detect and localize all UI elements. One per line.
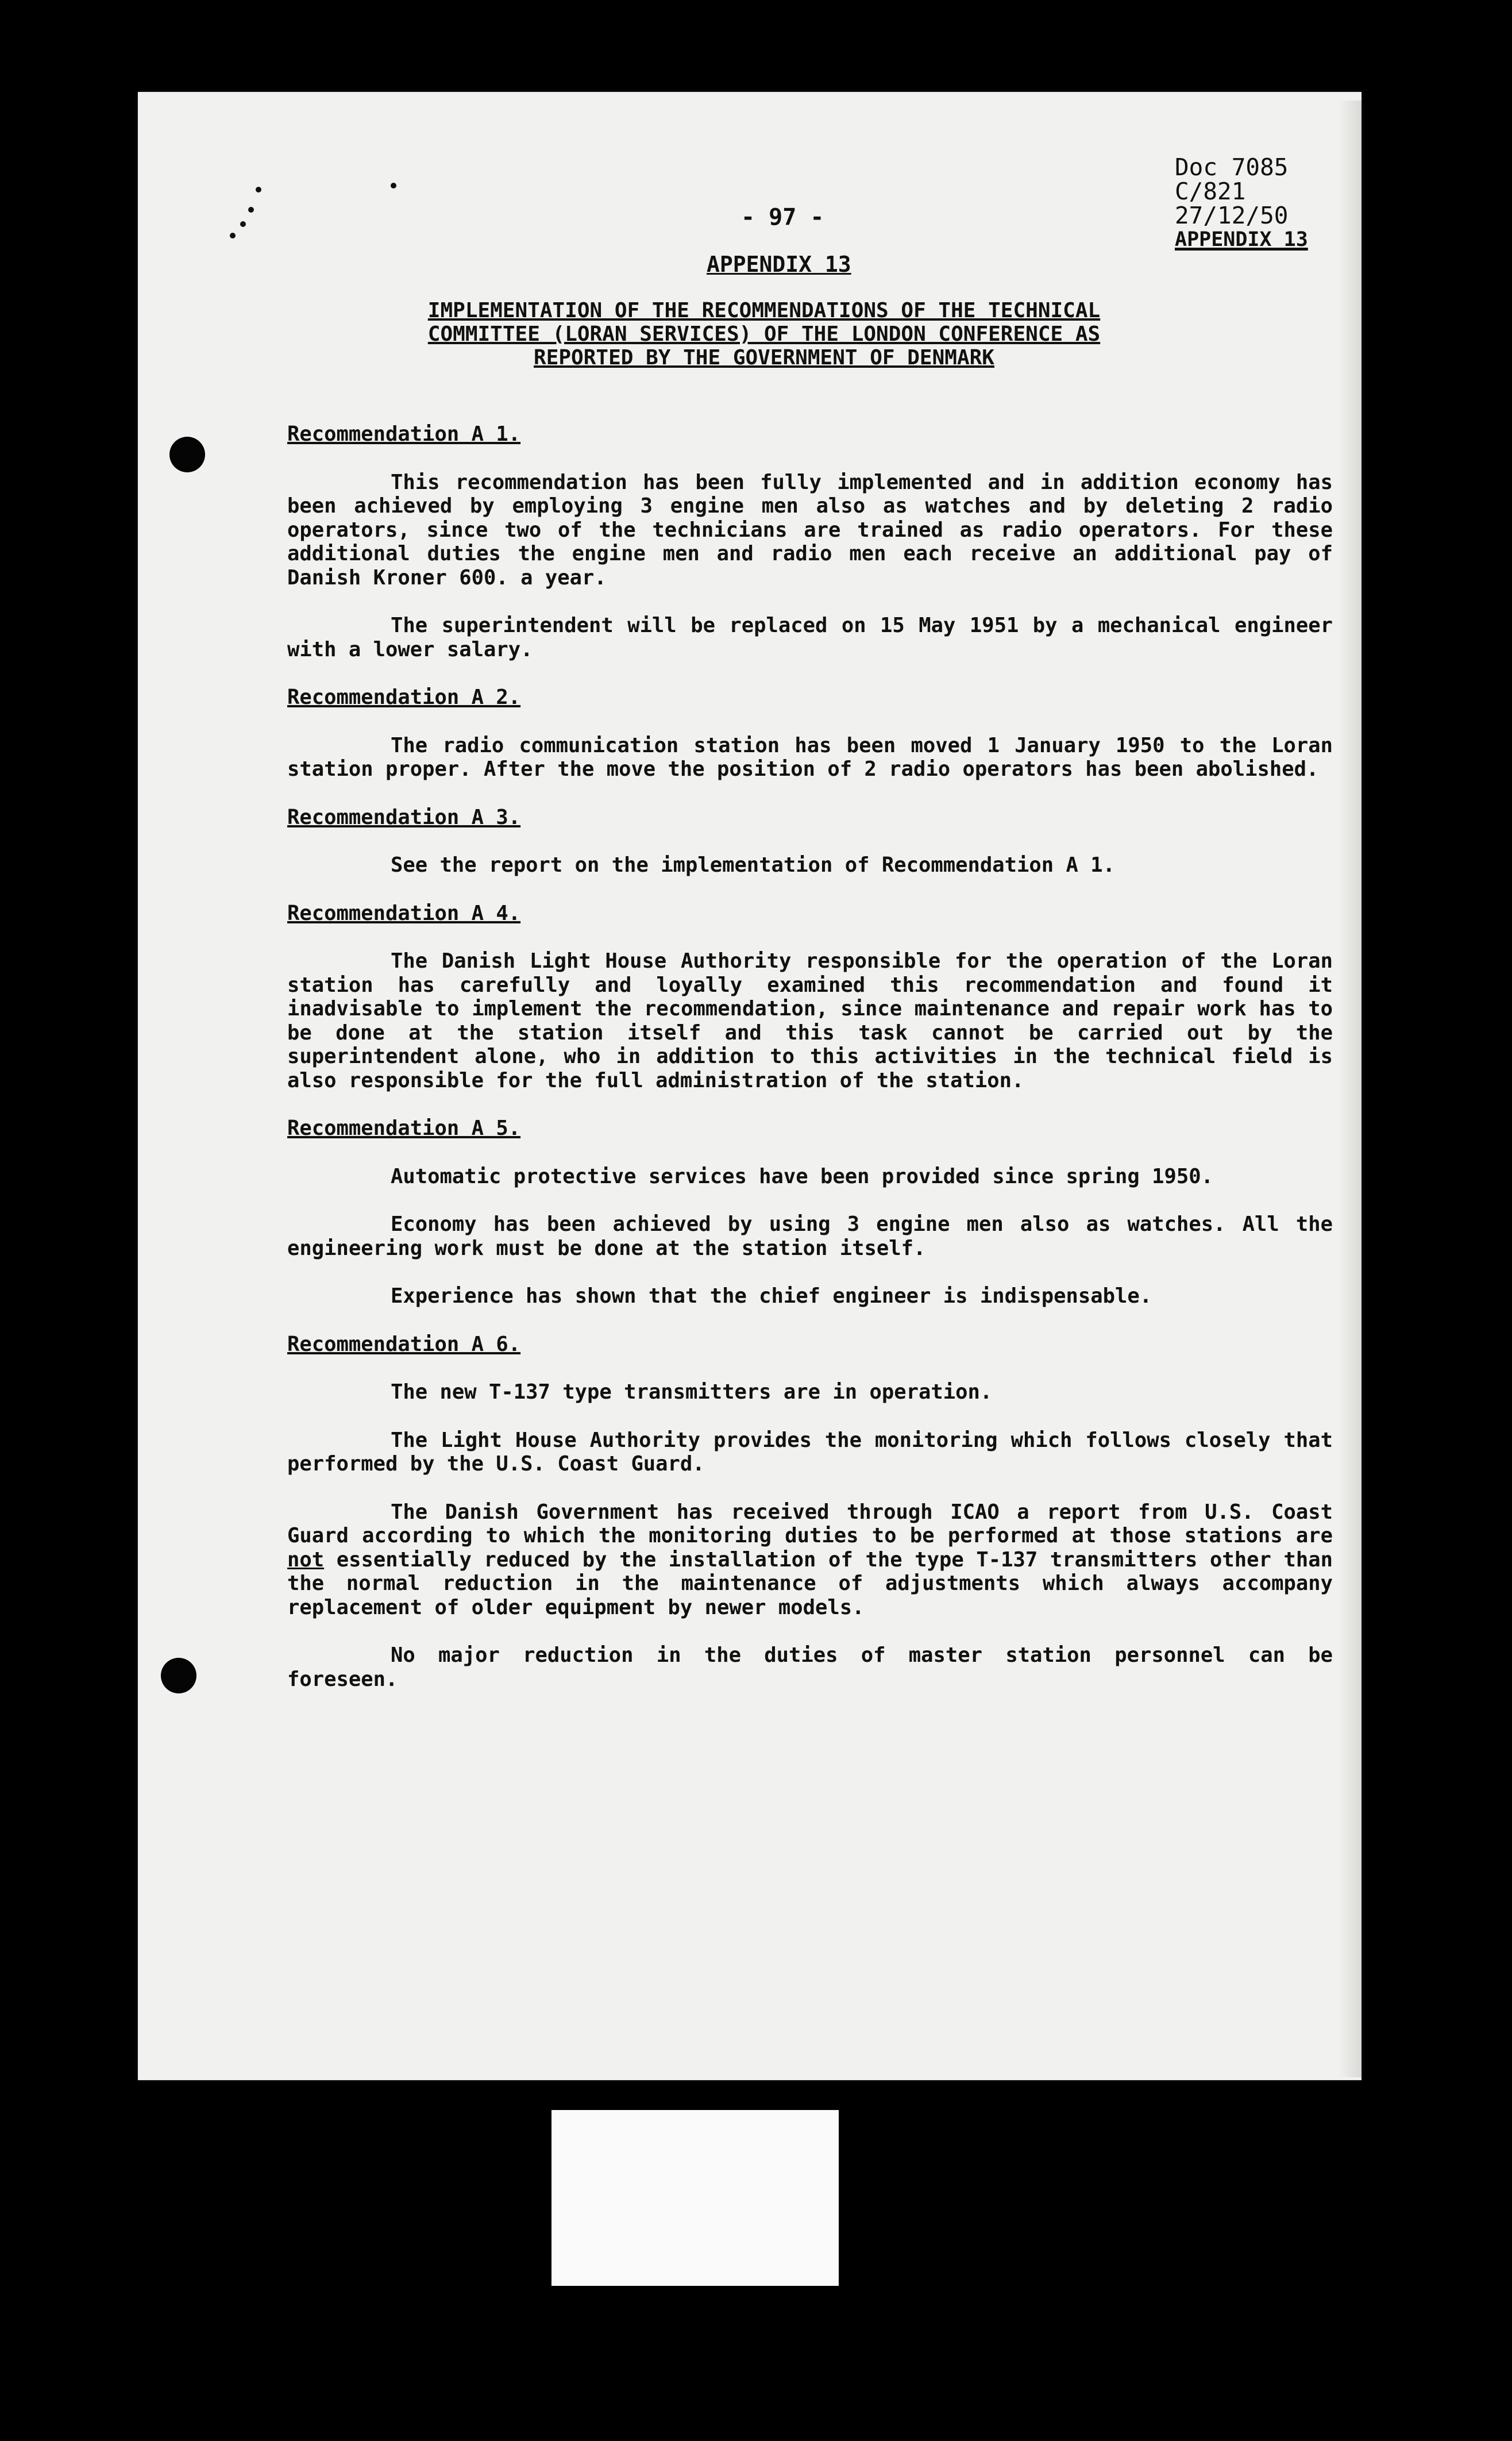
paragraph: Experience has shown that the chief engineer is indispensable. — [391, 1284, 1152, 1308]
title-line: IMPLEMENTATION OF THE RECOMMENDATIONS OF THE TECHNICAL — [427, 299, 1101, 322]
paragraph: The superintendent will be replaced on 15 May 1951 by a mechanical engineer with a lower salary. — [287, 614, 1333, 661]
doc-code: C/821 — [1175, 178, 1246, 205]
page-edge — [1339, 101, 1361, 2077]
document-body — [287, 422, 1333, 1715]
speck — [230, 233, 236, 238]
paragraph: The Light House Authority provides the monitoring which follows closely that performed by the U.S. Coast Guard. — [287, 1428, 1333, 1476]
paragraph: The Danish Light House Authority responsible for the operation of the Loran station has carefully and loyally examined this recommendation and found it inadvisable to implement the recommendation, since maintenance and repair work has to be done at the station itself and this task cannot be carried out by the superintendent alone, who in addition to this activities in the technical field is also responsible for the full administration of the station. — [287, 949, 1333, 1092]
document-reference — [1175, 155, 1308, 252]
document-title — [241, 299, 1287, 369]
closing-paragraph: No major reduction in the duties of master station personnel can be foreseen. — [287, 1643, 1333, 1691]
paragraph: The new T-137 type transmitters are in operation. — [391, 1380, 993, 1404]
recommendation-heading: Recommendation A 3. — [287, 805, 521, 829]
recommendation-heading: Recommendation A 6. — [287, 1332, 521, 1356]
emphasis-not: not — [287, 1547, 325, 1572]
appendix-title: APPENDIX 13 — [707, 252, 851, 277]
title-line: REPORTED BY THE GOVERNMENT OF DENMARK — [534, 346, 994, 369]
paragraph: Economy has been achieved by using 3 engine men also as watches. All the engineering work must be done at the station itself. — [287, 1212, 1333, 1260]
speck — [240, 221, 246, 227]
blank-label-box — [551, 2110, 839, 2286]
speck — [248, 207, 254, 213]
punch-hole-bottom — [161, 1658, 196, 1693]
recommendation-heading: Recommendation A 1. — [287, 422, 521, 446]
recommendation-heading: Recommendation A 2. — [287, 686, 521, 709]
recommendation-heading: Recommendation A 5. — [287, 1116, 521, 1140]
paragraph: The radio communication station has been moved 1 January 1950 to the Loran station proper. After the move the position of 2 radio operators has been abolished. — [287, 733, 1333, 781]
paragraph: Automatic protective services have been provided since spring 1950. — [391, 1164, 1213, 1188]
icao-text-after: essentially reduced by the installation of the type T-137 transmitters other than the normal reduction in the maintenance of adjustments which always accompany replacement of older equipment by newer models. — [287, 1547, 1333, 1619]
recommendation-heading: Recommendation A 4. — [287, 901, 521, 925]
doc-number: Doc 7085 — [1175, 153, 1289, 181]
paragraph: This recommendation has been fully implemented and in addition economy has been achieved by employing 3 engine men also as watches and by deleting 2 radio operators, since two of the technicians are trained as radio operators. For these additional duties the engine men and radio men each receive an additional pay of Danish Kroner 600. a year. — [287, 470, 1333, 590]
icao-paragraph — [287, 1500, 1333, 1620]
punch-hole-top — [169, 437, 205, 472]
paragraph: See the report on the implementation of Recommendation A 1. — [391, 853, 1115, 877]
speck — [391, 183, 396, 188]
title-line: COMMITTEE (LORAN SERVICES) OF THE LONDON CONFERENCE AS — [427, 322, 1101, 346]
page-number: - 97 - — [741, 204, 824, 230]
doc-date: 27/12/50 — [1175, 202, 1289, 229]
speck — [256, 187, 261, 192]
icao-text-before: The Danish Government has received through ICAO a report from U.S. Coast Guard according to which the monitoring duties to be performed at those stations are — [287, 1500, 1333, 1547]
doc-appendix-ref: APPENDIX 13 — [1175, 228, 1308, 251]
